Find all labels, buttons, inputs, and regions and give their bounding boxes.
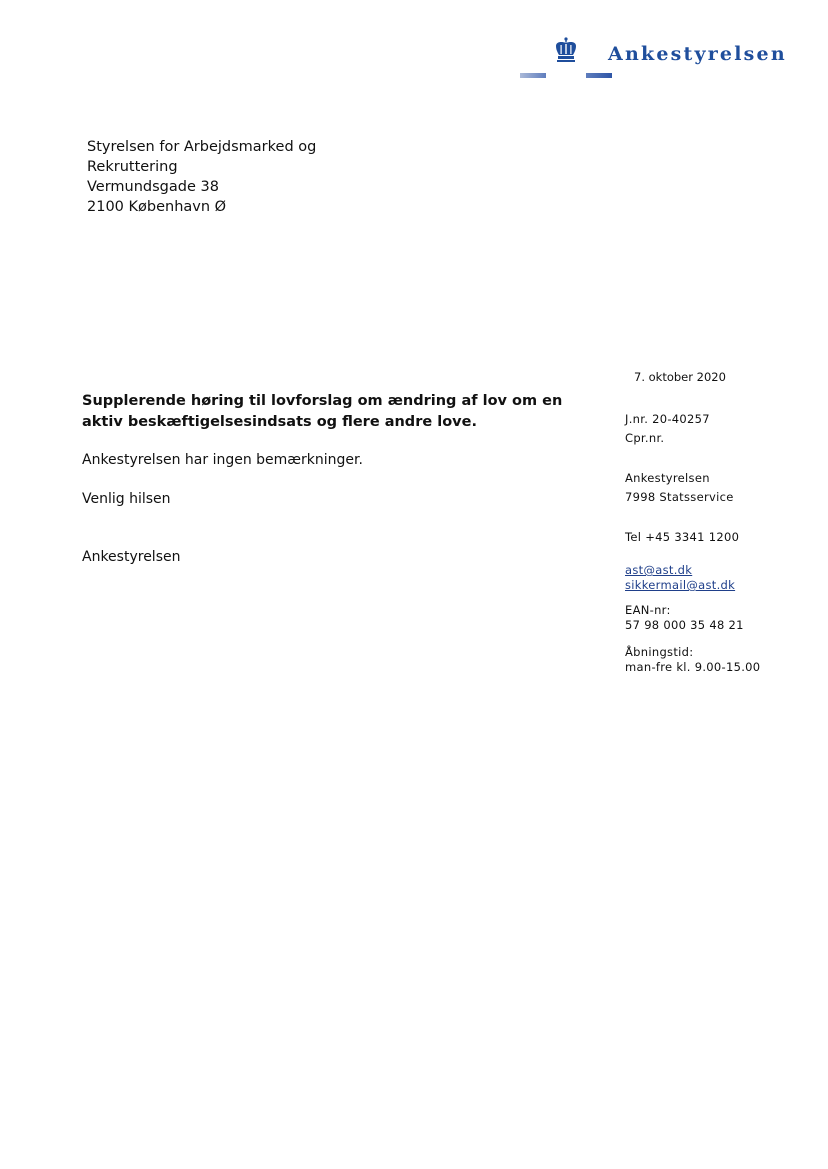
logo-bar-right	[586, 73, 612, 78]
sender-org: Ankestyrelsen	[625, 471, 710, 485]
hours-value: man-fre kl. 9.00-15.00	[625, 660, 761, 674]
email-link[interactable]: ast@ast.dk	[625, 563, 693, 577]
secure-email-link-wrap	[625, 578, 735, 593]
hours-label: Åbningstid:	[625, 645, 694, 659]
ean-label: EAN-nr:	[625, 603, 671, 617]
recipient-line-1: Styrelsen for Arbejdsmarked og	[87, 139, 317, 155]
letter-date: 7. oktober 2020	[634, 370, 726, 384]
body-remark: Ankestyrelsen har ingen bemærkninger.	[82, 452, 363, 468]
cpr-number: Cpr.nr.	[625, 431, 665, 445]
recipient-line-2: Rekruttering	[87, 159, 178, 175]
recipient-line-3: Vermundsgade 38	[87, 179, 219, 195]
recipient-line-4: 2100 København Ø	[87, 199, 227, 215]
logo-name: Ankestyrelsen	[608, 43, 787, 65]
crown-icon	[553, 37, 579, 65]
journal-number: J.nr. 20-40257	[625, 412, 710, 426]
email-link-wrap	[625, 563, 692, 578]
ean-value: 57 98 000 35 48 21	[625, 618, 744, 632]
logo-bar-left	[520, 73, 546, 78]
recipient-address	[87, 137, 316, 217]
sender-address: 7998 Statsservice	[625, 490, 734, 504]
telephone: Tel +45 3341 1200	[625, 530, 740, 544]
secure-email-link[interactable]: sikkermail@ast.dk	[625, 578, 736, 592]
letter-subject: Supplerende høring til lovforslag om ændring af lov om en aktiv beskæftigelsesindsats og flere andre love.	[82, 393, 563, 430]
signature: Ankestyrelsen	[82, 549, 181, 565]
closing-greeting: Venlig hilsen	[82, 491, 171, 507]
